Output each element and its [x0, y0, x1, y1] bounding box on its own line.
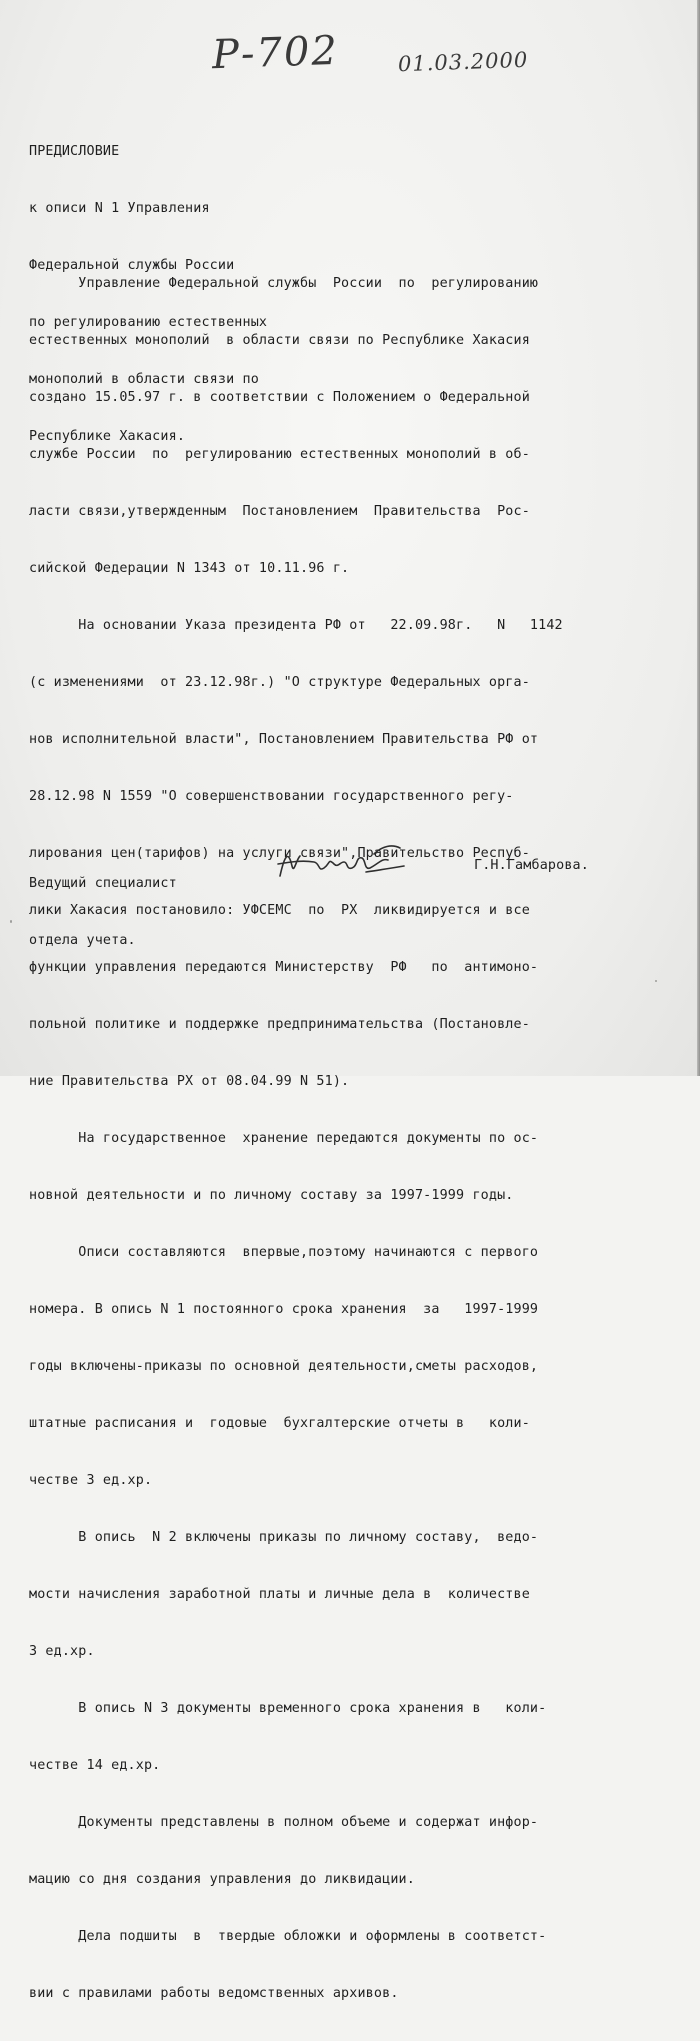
heading-line: Федеральной службы России	[29, 258, 235, 273]
body-line: лики Хакасия постановило: УФСЕМС по РХ ликвидируется и все	[29, 903, 530, 918]
position-line: отдела учета.	[29, 933, 136, 948]
heading-line: ПРЕДИСЛОВИЕ	[29, 144, 120, 159]
body-line: В опись N 2 включены приказы по личному составу, ведо-	[29, 1530, 539, 1545]
body-line: ние Правительства РХ от 08.04.99 N 51).	[29, 1074, 350, 1089]
scan-speck	[10, 920, 12, 923]
body-line: 3 ед.хр.	[29, 1644, 95, 1659]
body-line: штатные расписания и годовые бухгалтерские отчеты в коли-	[29, 1416, 530, 1431]
handwritten-signature	[270, 838, 410, 888]
heading-line: по регулированию естественных	[29, 315, 268, 330]
body-line: В опись N 3 документы временного срока хранения в коли-	[29, 1701, 547, 1716]
body-line: Дела подшиты в твердые обложки и оформлены в соответст-	[29, 1929, 547, 1944]
body-line: Документы представлены в полном объеме и содержат инфор-	[29, 1815, 539, 1830]
body-line: создано 15.05.97 г. в соответствии с Положением о Федеральной	[29, 390, 530, 405]
scan-speck	[655, 980, 657, 982]
body-line: честве 3 ед.хр.	[29, 1473, 153, 1488]
heading-line: монополий в области связи по	[29, 372, 259, 387]
body-line: сийской Федерации N 1343 от 10.11.96 г.	[29, 561, 350, 576]
body-line: Описи составляются впервые,поэтому начинаются с первого	[29, 1245, 539, 1260]
body-line: Управление Федеральной службы России по регулированию	[29, 276, 539, 291]
archive-number-handwritten: Р-702	[211, 27, 340, 79]
body-line: нов исполнительной власти", Постановлением Правительства РФ от	[29, 732, 539, 747]
body-line: службе России по регулированию естественных монополий в об-	[29, 447, 530, 462]
body-line: ласти связи,утвержденным Постановлением Правительства Рос-	[29, 504, 530, 519]
heading-line: Республике Хакасия.	[29, 429, 186, 444]
body-line: номера. В опись N 1 постоянного срока хранения за 1997-1999	[29, 1302, 539, 1317]
body-line: функции управления передаются Министерству РФ по антимоно-	[29, 960, 539, 975]
signatory-name: Г.Н.Гамбарова.	[474, 858, 589, 873]
body-line: (с изменениями от 23.12.98г.) "О структуре Федеральных орга-	[29, 675, 530, 690]
body-line: естественных монополий в области связи по Республике Хакасия	[29, 333, 530, 348]
body-line: вии с правилами работы ведомственных архивов.	[29, 1986, 399, 2001]
body-line: честве 14 ед.хр.	[29, 1758, 161, 1773]
body-line: польной политике и поддержке предпринимательства (Постановле-	[29, 1017, 530, 1032]
body-line: На государственное хранение передаются документы по ос-	[29, 1131, 539, 1146]
body-line: 28.12.98 N 1559 "О совершенствовании государственного регу-	[29, 789, 514, 804]
body-line: новной деятельности и по личному составу за 1997-1999 годы.	[29, 1188, 514, 1203]
preface-body	[29, 236, 563, 2041]
body-line: мости начисления заработной платы и личные дела в количестве	[29, 1587, 530, 1602]
body-line: годы включены-приказы по основной деятельности,сметы расходов,	[29, 1359, 539, 1374]
body-line: На основании Указа президента РФ от 22.09.98г. N 1142	[29, 618, 563, 633]
body-line: лирования цен(тарифов) на услуги связи",Правительство Респуб-	[29, 846, 530, 861]
archive-date-handwritten: 01.03.2000	[397, 47, 529, 77]
heading-line: к описи N 1 Управления	[29, 201, 210, 216]
signatory-position	[29, 836, 177, 988]
body-line: мацию со дня создания управления до ликвидации.	[29, 1872, 415, 1887]
position-line: Ведущий специалист	[29, 876, 177, 891]
